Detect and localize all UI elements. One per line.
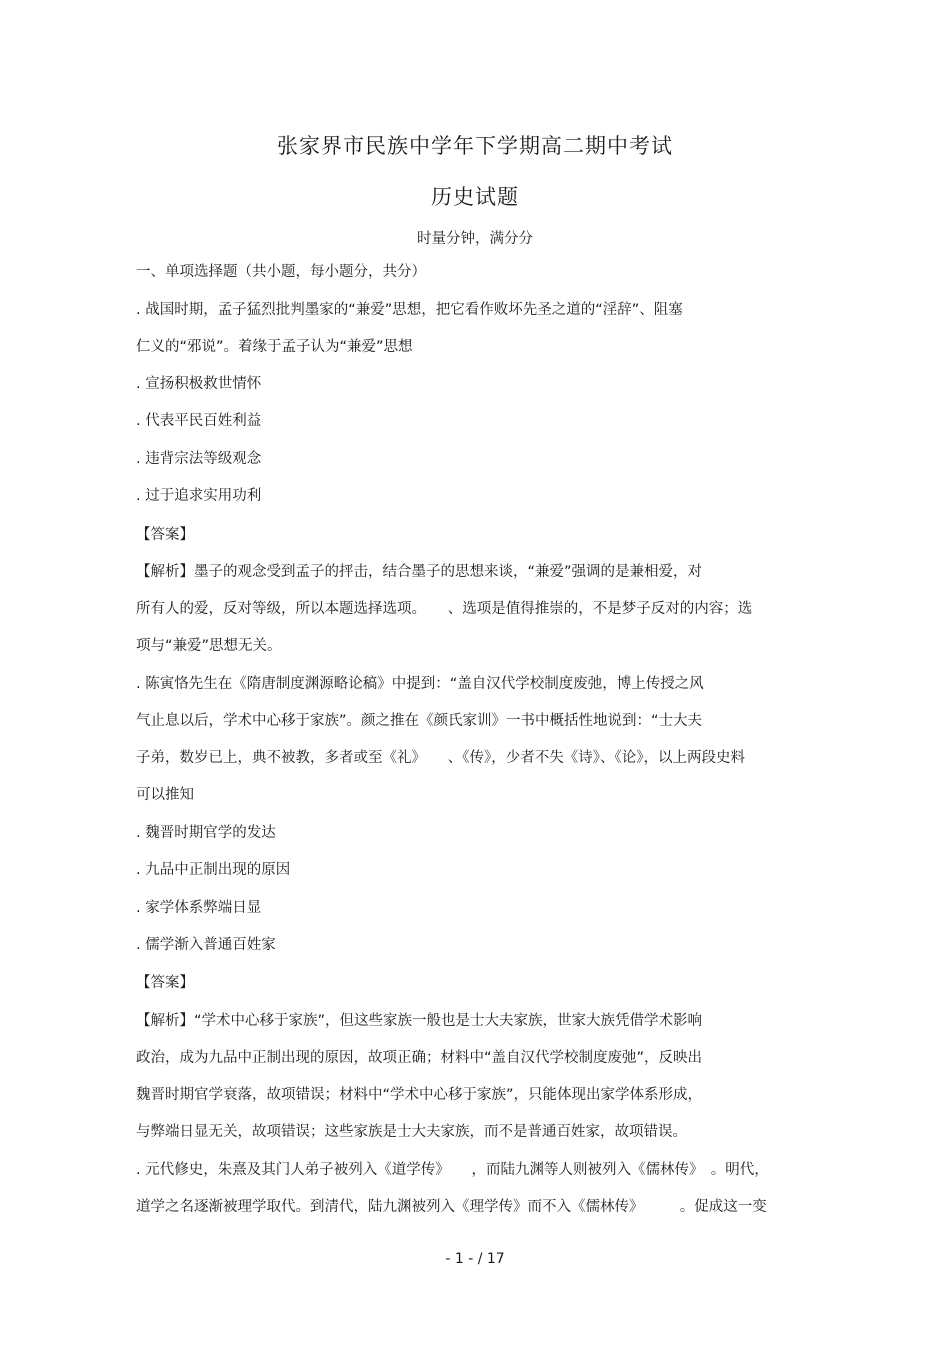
text-line: . 元代修史，朱熹及其门人弟子被列入《道学传》 ，而陆九渊等人则被列入《儒林传》 。明代，: [136, 1162, 769, 1178]
text-line: . 战国时期，孟子猛烈批判墨家的“兼爱”思想，把它看作败坏先圣之道的“淫辞”、阻塞: [136, 302, 683, 318]
analysis-line: 政治，成为九品中正制出现的原因，故项正确；材料中“盖自汉代学校制度废弛”，反映出: [136, 1050, 703, 1066]
analysis-line: 【解析】墨子的观念受到孟子的抨击，结合墨子的思想来谈，“兼爱”强调的是兼相爱，对: [136, 564, 703, 580]
document-title: 张家界市民族中学年下学期高二期中考试: [277, 134, 673, 158]
option-line: . 魏晋时期官学的发达: [136, 825, 276, 841]
answer-label: 【答案】: [136, 975, 194, 991]
text-line: 气止息以后，学术中心移于家族”。颜之推在《颜氏家训》一书中概括性地说到：“士大夫: [136, 713, 703, 729]
text-line: 子弟，数岁已上，典不被教，多者或至《礼》 、《传》，少者不失《诗》、《论》，以上两段史料: [136, 750, 745, 766]
analysis-line: 项与“兼爱”思想无关。: [136, 638, 282, 654]
text-line: . 陈寅恪先生在《隋唐制度渊源略论稿》中提到：“盖自汉代学校制度废弛，博上传授之风: [136, 676, 704, 692]
exam-meta: 时量分钟，满分分: [417, 231, 533, 247]
option-line: . 代表平民百姓利益: [136, 413, 262, 429]
analysis-line: 魏晋时期官学衰落，故项错误；材料中“学术中心移于家族”，只能体现出家学体系形成，: [136, 1087, 703, 1103]
document-subtitle: 历史试题: [431, 185, 519, 209]
option-line: . 违背宗法等级观念: [136, 451, 262, 467]
page-number: - 1 - / 17: [445, 1251, 505, 1267]
answer-label: 【答案】: [136, 527, 194, 543]
option-line: . 过于追求实用功利: [136, 488, 262, 504]
option-line: . 儒学渐入普通百姓家: [136, 937, 276, 953]
text-line: 可以推知: [136, 787, 194, 803]
option-line: . 家学体系弊端日显: [136, 900, 262, 916]
section-heading: 一、单项选择题（共小题，每小题分，共分）: [136, 264, 426, 280]
text-line: 道学之名逐渐被理学取代。到清代，陆九渊被列入《理学传》而不入《儒林传》 。促成这一变: [136, 1199, 767, 1215]
option-line: . 九品中正制出现的原因: [136, 862, 291, 878]
analysis-line: 所有人的爱，反对等级，所以本题选择选项。 、选项是值得推崇的，不是梦子反对的内容；选: [136, 601, 753, 617]
text-line: 仁义的“邪说”。着缘于孟子认为“兼爱”思想: [136, 339, 413, 355]
analysis-line: 与弊端日显无关，故项错误；这些家族是士大夫家族，而不是普通百姓家，故项错误。: [136, 1124, 687, 1140]
analysis-line: 【解析】“学术中心移于家族”，但这些家族一般也是士大夫家族，世家大族凭借学术影响: [136, 1013, 703, 1029]
option-line: . 宣扬积极救世情怀: [136, 376, 262, 392]
